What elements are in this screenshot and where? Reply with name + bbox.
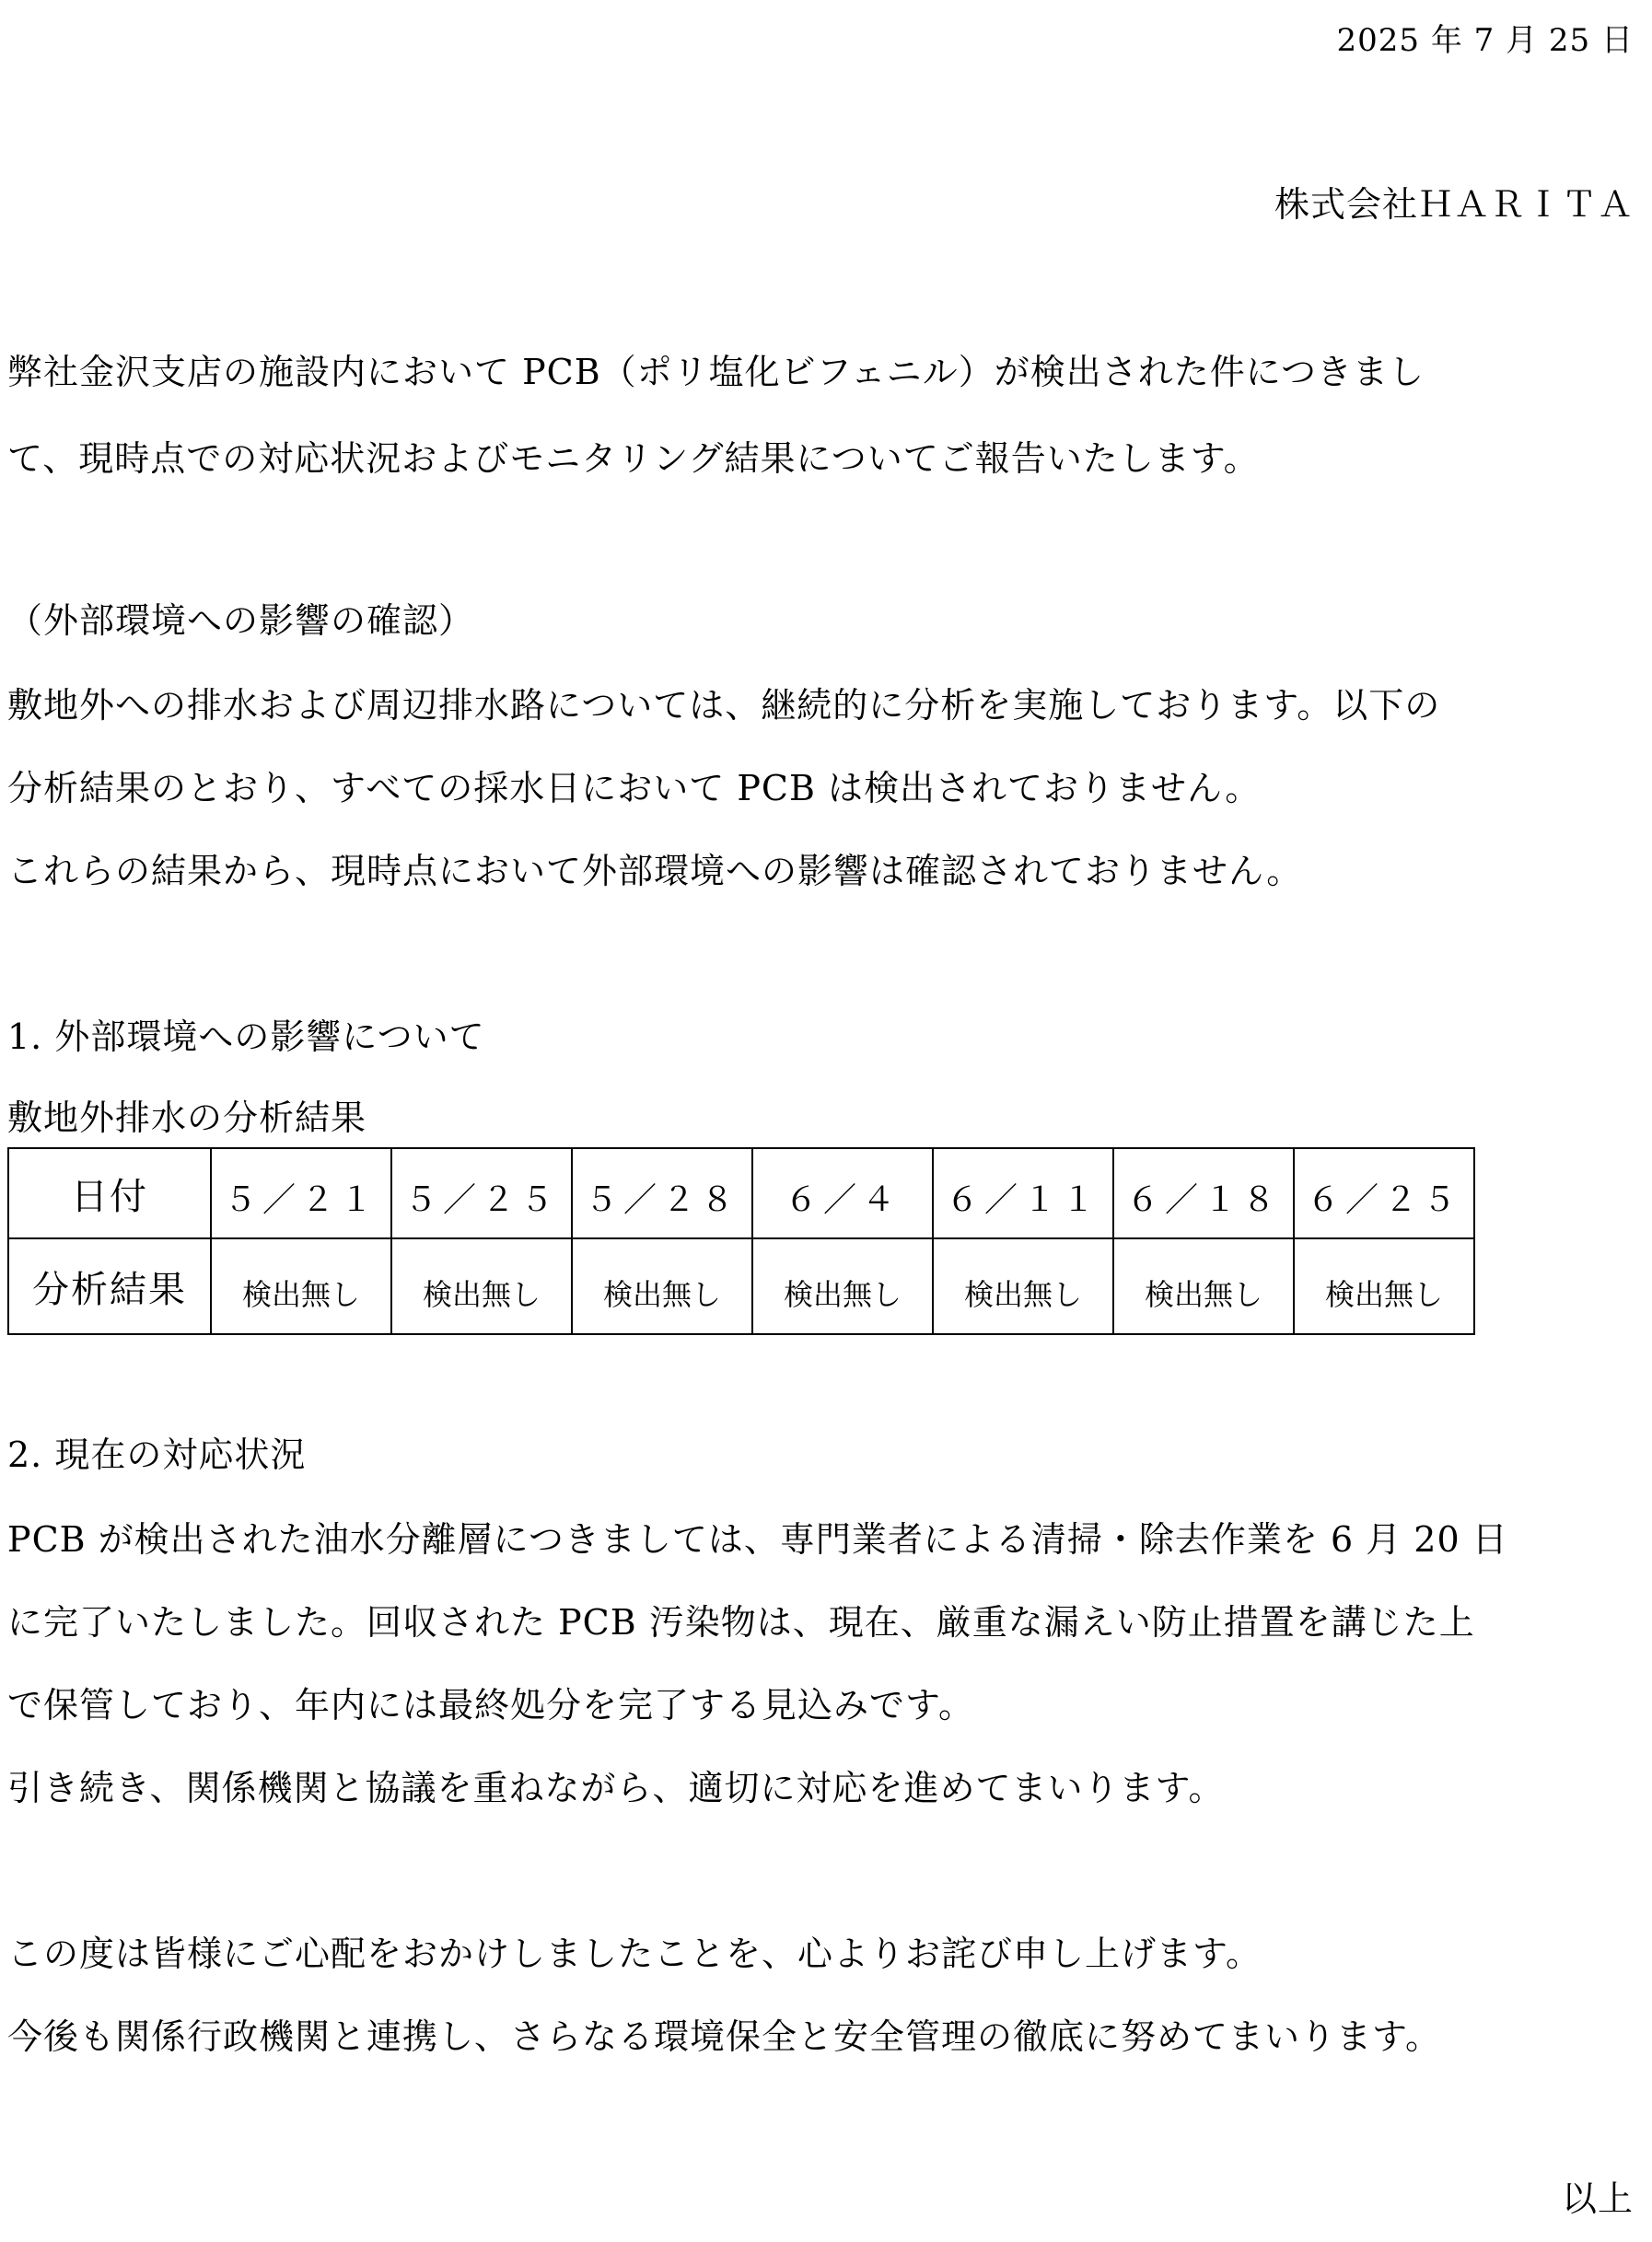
section2-line-4: 引き続き、関係機関と協議を重ねながら、適切に対応を進めてまいります。 (7, 1768, 1225, 1808)
result-cell: 検出無し (211, 1238, 391, 1334)
result-cell: 検出無し (933, 1238, 1113, 1334)
intro-line-1: 弊社金沢支店の施設内において PCB（ポリ塩化ビフェニル）が検出された件につきまし (7, 352, 1425, 392)
date-cell: ６／４ (752, 1148, 933, 1238)
section1-heading: 1. 外部環境への影響について (7, 1016, 485, 1057)
row-header-date: 日付 (8, 1148, 211, 1238)
intro-line-2: て、現時点での対応状況およびモニタリング結果についてご報告いたします。 (7, 438, 1260, 479)
analysis-results-table (7, 1147, 1475, 1335)
date-cell: ６／１８ (1113, 1148, 1294, 1238)
company-name: 株式会社ＨＡＲＩＴＡ (1274, 184, 1634, 225)
environment-check-line-3: これらの結果から、現時点において外部環境への影響は確認されておりません。 (7, 851, 1303, 891)
section2-line-3: で保管しており、年内には最終処分を完了する見込みです。 (7, 1685, 974, 1725)
table-row-results (8, 1238, 1474, 1334)
environment-check-heading: （外部環境への影響の確認） (7, 600, 475, 641)
end-mark: 以上 (1561, 2178, 1634, 2219)
environment-check-line-2: 分析結果のとおり、すべての採水日において PCB は検出されておりません。 (7, 768, 1262, 808)
row-header-result: 分析結果 (8, 1238, 211, 1334)
result-cell: 検出無し (1113, 1238, 1294, 1334)
result-cell: 検出無し (572, 1238, 752, 1334)
environment-check-line-1: 敷地外への排水および周辺排水路については、継続的に分析を実施しております。以下の (7, 685, 1441, 726)
table-row-dates (8, 1148, 1474, 1238)
date-cell: ６／２５ (1294, 1148, 1474, 1238)
document-date: 2025 年 7 月 25 日 (1336, 22, 1634, 59)
section2-line-1: PCB が検出された油水分離層につきましては、専門業者による清掃・除去作業を 6 月 20 日 (7, 1519, 1508, 1560)
closing-line-1: この度は皆様にご心配をおかけしましたことを、心よりお詫び申し上げます。 (7, 1934, 1262, 1974)
table-caption: 敷地外排水の分析結果 (7, 1098, 367, 1138)
section2-line-2: に完了いたしました。回収された PCB 汚染物は、現在、厳重な漏えい防止措置を講じた上 (7, 1602, 1475, 1643)
date-cell: ６／１１ (933, 1148, 1113, 1238)
result-cell: 検出無し (1294, 1238, 1474, 1334)
date-cell: ５／２８ (572, 1148, 752, 1238)
section2-heading: 2. 現在の対応状況 (7, 1435, 307, 1475)
closing-line-2: 今後も関係行政機関と連携し、さらなる環境保全と安全管理の徹底に努めてまいります。 (7, 2016, 1441, 2057)
date-cell: ５／２１ (211, 1148, 391, 1238)
result-cell: 検出無し (391, 1238, 572, 1334)
result-cell: 検出無し (752, 1238, 933, 1334)
date-cell: ５／２５ (391, 1148, 572, 1238)
